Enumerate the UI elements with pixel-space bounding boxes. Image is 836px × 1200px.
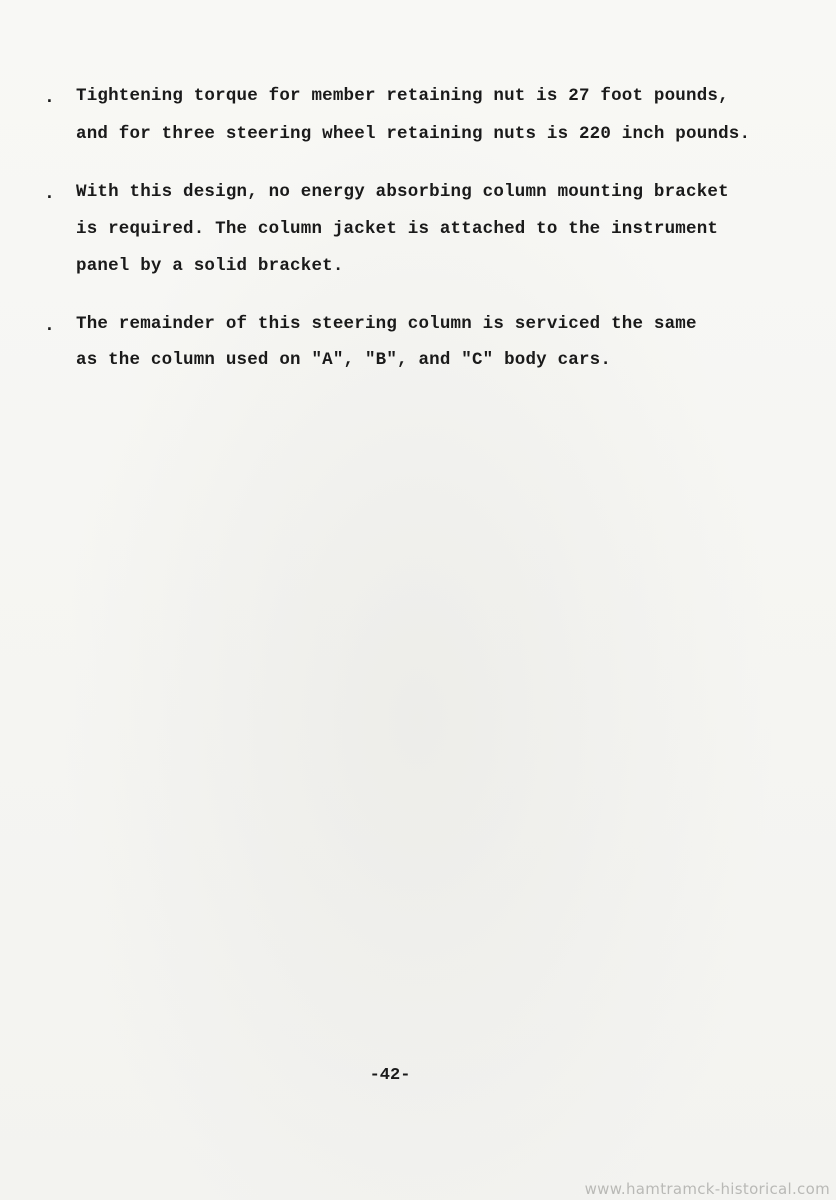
bullet-dot: . — [44, 88, 55, 108]
bullet-dot: . — [44, 316, 55, 336]
page-number: -42- — [369, 1066, 411, 1085]
text-line: is required. The column jacket is attached to the instrument — [76, 219, 719, 239]
text-line: panel by a solid bracket. — [76, 256, 344, 276]
bullet-text — [76, 312, 816, 384]
text-line: as the column used on "A", "B", and "C" body cars. — [76, 350, 612, 370]
bullet-text — [76, 180, 816, 291]
bleed-through-texture — [60, 720, 820, 1060]
bullet-text — [76, 84, 816, 160]
watermark: www.hamtramck-historical.com — [584, 1180, 830, 1198]
text-line: and for three steering wheel retaining nuts is 220 inch pounds. — [76, 124, 751, 144]
text-line: Tightening torque for member retaining nut is 27 foot pounds, — [76, 86, 729, 106]
bullet-dot: . — [44, 184, 55, 204]
text-line: With this design, no energy absorbing column mounting bracket — [76, 182, 729, 202]
text-line: The remainder of this steering column is serviced the same — [76, 314, 697, 334]
